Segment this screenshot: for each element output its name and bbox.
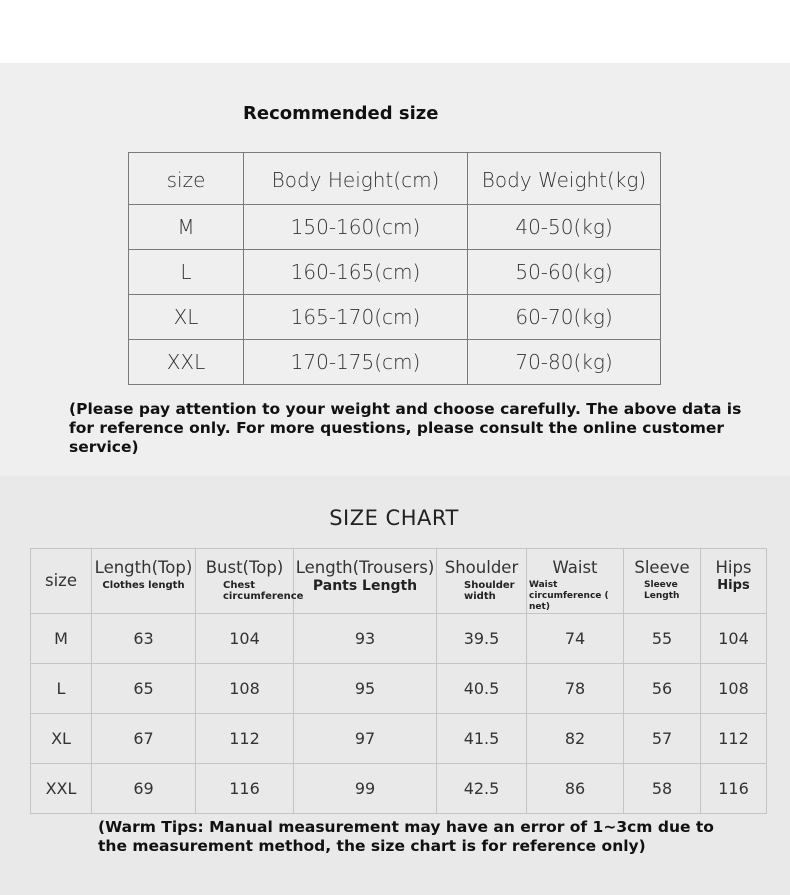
warm-tips-note: (Warm Tips: Manual measurement may have an error of 1~3cm due to the measurement method, the size chart is for reference only) <box>98 818 714 855</box>
weight-cell: 60-70(kg) <box>468 295 661 340</box>
value-cell: 74 <box>527 614 624 664</box>
value-cell: 58 <box>624 764 701 814</box>
value-cell: 56 <box>624 664 701 714</box>
header-main: Waist <box>552 558 598 577</box>
table-row <box>31 764 767 814</box>
size-cell: XL <box>31 714 92 764</box>
header-sub: Hips <box>717 578 750 593</box>
value-cell: 116 <box>196 764 294 814</box>
value-cell: 108 <box>701 664 767 714</box>
value-cell: 93 <box>294 614 437 664</box>
header-main: Hips <box>715 558 752 577</box>
value-cell: 112 <box>701 714 767 764</box>
table-header-row <box>31 549 767 614</box>
header-sub: Pants Length <box>312 578 418 594</box>
header-sub: Clothes length <box>102 580 185 591</box>
header-body-weight: Body Weight(kg) <box>468 153 661 205</box>
height-cell: 160-165(cm) <box>244 250 468 295</box>
table-row <box>129 250 661 295</box>
header-main: size <box>45 571 77 590</box>
size-chart-section <box>0 476 790 895</box>
header-sleeve <box>624 549 701 614</box>
value-cell: 99 <box>294 764 437 814</box>
header-main: Length(Top) <box>94 558 193 577</box>
value-cell: 116 <box>701 764 767 814</box>
table-row <box>129 295 661 340</box>
table-header-row <box>129 153 661 205</box>
size-cell: M <box>31 614 92 664</box>
value-cell: 82 <box>527 714 624 764</box>
size-cell: XXL <box>31 764 92 814</box>
value-cell: 40.5 <box>437 664 527 714</box>
top-band <box>0 0 790 63</box>
header-main: Sleeve <box>634 558 690 577</box>
value-cell: 86 <box>527 764 624 814</box>
value-cell: 69 <box>92 764 196 814</box>
weight-cell: 50-60(kg) <box>468 250 661 295</box>
height-cell: 170-175(cm) <box>244 340 468 385</box>
header-bust-top <box>196 549 304 614</box>
size-chart-title: SIZE CHART <box>329 506 459 530</box>
value-cell: 104 <box>196 614 294 664</box>
value-cell: 104 <box>701 614 767 664</box>
height-cell: 165-170(cm) <box>244 295 468 340</box>
size-cell: M <box>129 205 244 250</box>
value-cell: 55 <box>624 614 701 664</box>
value-cell: 97 <box>294 714 437 764</box>
recommended-size-table <box>128 152 661 385</box>
header-main: Shoulder <box>444 558 519 577</box>
table-row <box>31 664 767 714</box>
height-cell: 150-160(cm) <box>244 205 468 250</box>
weight-cell: 70-80(kg) <box>468 340 661 385</box>
size-chart-table <box>30 548 767 814</box>
value-cell: 57 <box>624 714 701 764</box>
value-cell: 67 <box>92 714 196 764</box>
recommended-note: (Please pay attention to your weight and choose carefully. The above data is for reference only. For more questions, please consult the online customer service) <box>69 400 742 456</box>
size-cell: L <box>129 250 244 295</box>
table-row <box>129 340 661 385</box>
recommended-size-title: Recommended size <box>243 103 439 124</box>
value-cell: 65 <box>92 664 196 714</box>
size-cell: XL <box>129 295 244 340</box>
header-body-height: Body Height(cm) <box>244 153 468 205</box>
header-sub: Chest circumference <box>223 580 304 602</box>
header-length-trousers <box>294 549 437 614</box>
size-cell: XXL <box>129 340 244 385</box>
value-cell: 63 <box>92 614 196 664</box>
value-cell: 41.5 <box>437 714 527 764</box>
header-sub: Sleeve Length <box>644 580 680 601</box>
header-sub: Waist circumference ( net) <box>529 580 609 612</box>
header-main: Bust(Top) <box>205 558 284 577</box>
value-cell: 78 <box>527 664 624 714</box>
value-cell: 42.5 <box>437 764 527 814</box>
value-cell: 39.5 <box>437 614 527 664</box>
size-cell: L <box>31 664 92 714</box>
table-row <box>31 714 767 764</box>
header-main: Length(Trousers) <box>295 558 435 577</box>
weight-cell: 40-50(kg) <box>468 205 661 250</box>
table-row <box>31 614 767 664</box>
header-size: size <box>129 153 244 205</box>
header-size <box>31 549 92 614</box>
header-sub: Shoulder width <box>464 580 515 602</box>
header-hips <box>701 549 767 614</box>
header-waist <box>527 549 624 614</box>
value-cell: 95 <box>294 664 437 714</box>
value-cell: 112 <box>196 714 294 764</box>
recommended-size-section <box>0 63 790 476</box>
header-shoulder <box>437 549 527 614</box>
value-cell: 108 <box>196 664 294 714</box>
table-row <box>129 205 661 250</box>
header-length-top <box>92 549 196 614</box>
